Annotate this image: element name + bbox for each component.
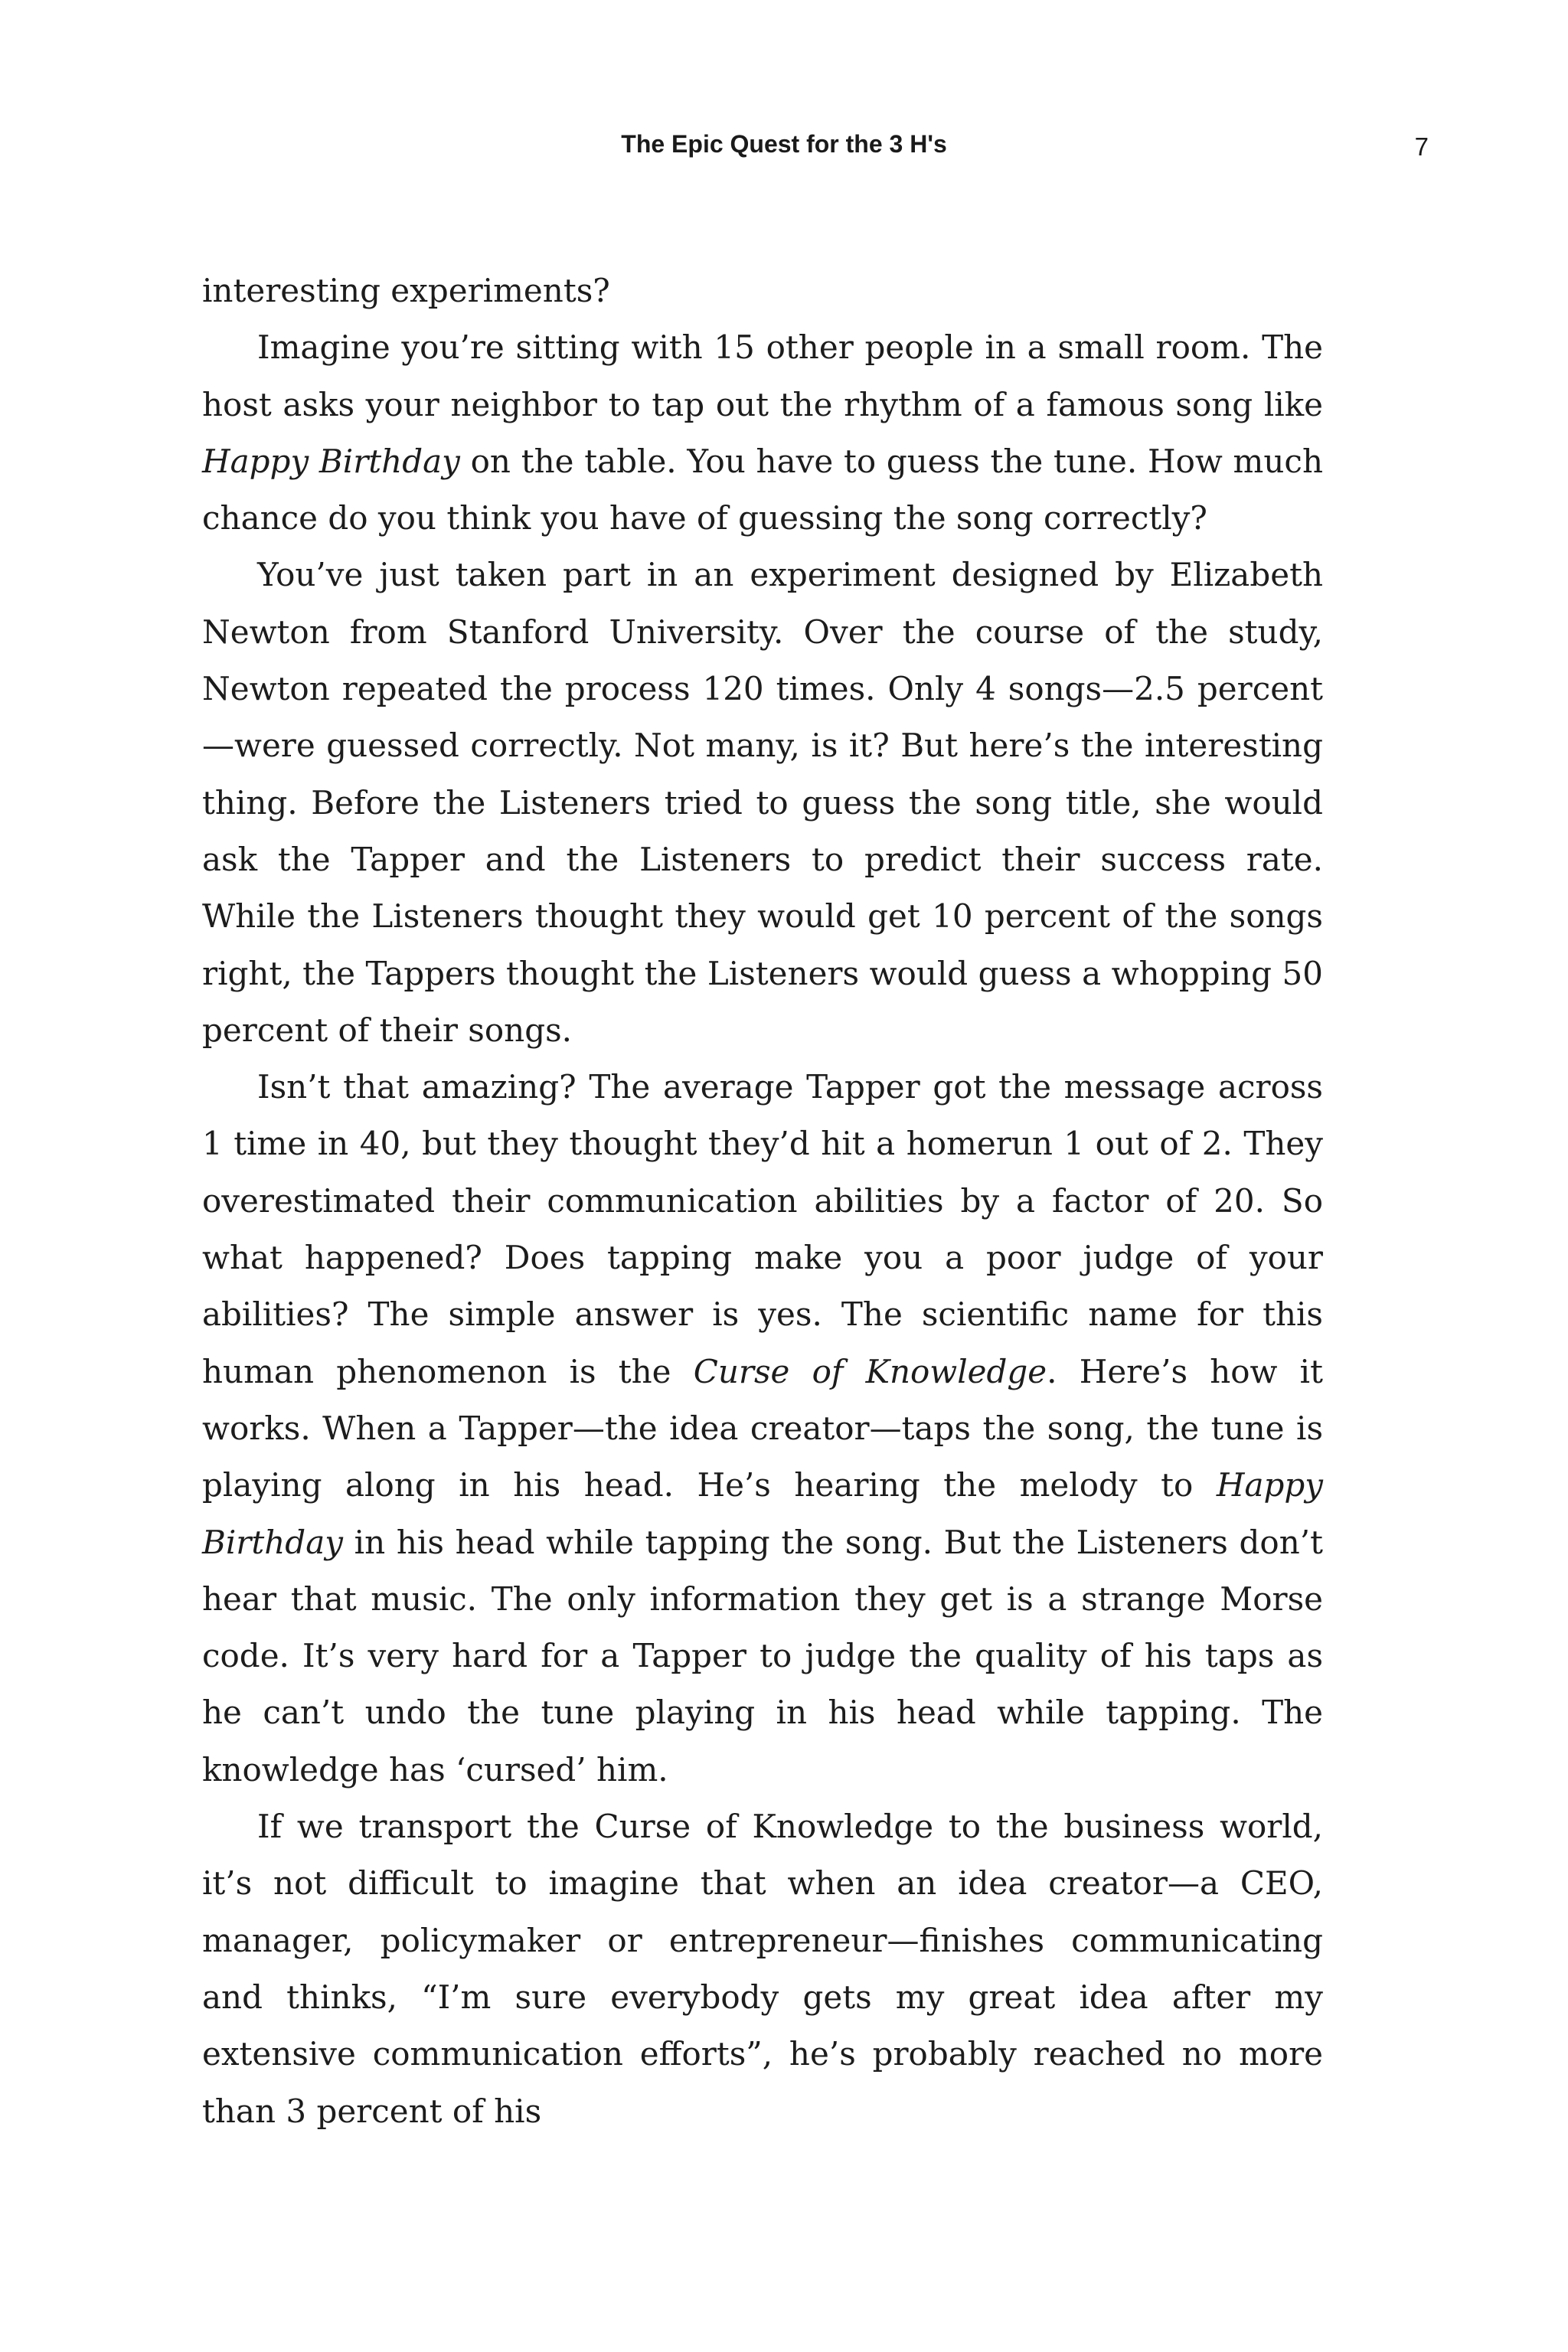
paragraph-4-text-c: in his head while tapping the song. But the Listeners don’t hear that music. The only information they get is a strange Morse code. It’s very hard for a Tapper to judge the quality of his taps as he can’t undo the tune playing in his head while tapping. The knowledge has ‘cursed’ him. — [202, 1523, 1323, 1788]
paragraph-3 — [202, 547, 1323, 1059]
page-number: 7 — [1414, 132, 1429, 161]
running-header — [0, 121, 1568, 167]
song-title-italic: Happy Birthday — [202, 442, 460, 480]
paragraph-2-text-a: Imagine you’re sitting with 15 other people in a small room. The host asks your neighbor to tap out the rhythm of a famous song like — [202, 328, 1323, 423]
paragraph-5-text: If we transport the Curse of Knowledge to the business world, it’s not difficult to imagine that when an idea creator—a CEO, manager, policymaker or entrepreneur—finishes communicating and thinks, “I’m sure everybody gets my great idea after my extensive communication efforts”, he’s probably reached no more than 3 percent of his — [202, 1808, 1323, 2130]
song-title-italic-2: Happy Birthday — [202, 1466, 1323, 1561]
paragraph-1 — [202, 263, 1323, 319]
paragraph-2 — [202, 319, 1323, 547]
paragraph-3-text: You’ve just taken part in an experiment designed by Elizabeth Newton from Stanford University. Over the course of the study, Newton repeated the process 120 times. Only 4 songs—2.5 percent—were guessed correctly. Not many, is it? But here’s the interesting thing. Before the Listeners tried to guess the song title, she would ask the Tapper and the Listeners to predict their success rate. While the Listeners thought they would get 10 percent of the songs right, the Tappers thought the Listeners would guess a whopping 50 percent of their songs. — [202, 556, 1323, 1049]
term-italic: Curse of Knowledge — [693, 1352, 1047, 1390]
paragraph-4 — [202, 1059, 1323, 1798]
running-title: The Epic Quest for the 3 H's — [621, 130, 947, 158]
paragraph-5 — [202, 1798, 1323, 2140]
paragraph-4-text-b: . Here’s how it works. When a Tapper—the idea creator—taps the song, the tune is playing along in his head. He’s hearing the melody to — [202, 1352, 1323, 1504]
body-text — [202, 263, 1323, 2140]
paragraph-4-text-a: Isn’t that amazing? The average Tapper got the message across 1 time in 40, but they thought they’d hit a homerun 1 out of 2. They overestimated their communication abilities by a factor of 20. So what happened? Does tapping make you a poor judge of your abilities? The simple answer is yes. The scientific name for this human phenomenon is the — [202, 1068, 1323, 1390]
paragraph-2-text-b: on the table. You have to guess the tune. How much chance do you think you have of guessing the song correctly? — [202, 442, 1324, 537]
paragraph-1-text: interesting experiments? — [202, 272, 610, 309]
